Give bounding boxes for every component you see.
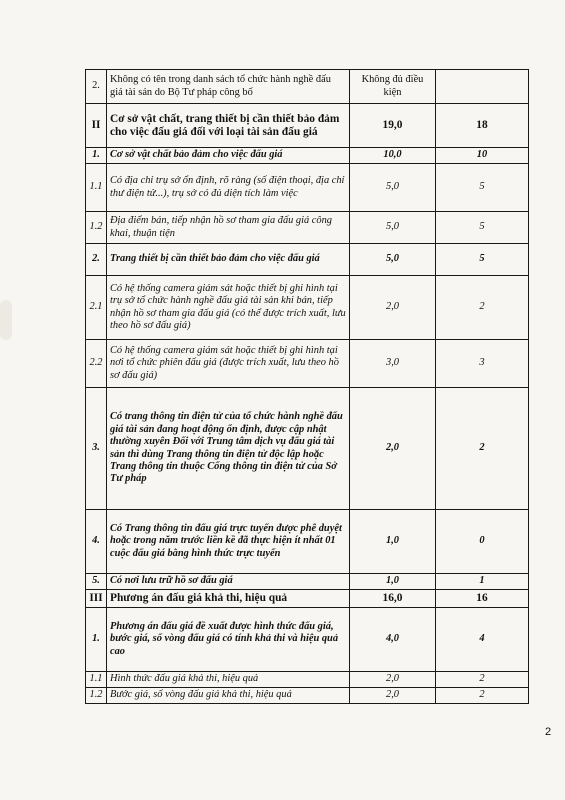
table-row	[86, 164, 529, 212]
row-max-score: 4,0	[350, 608, 436, 672]
row-score: 16	[436, 590, 529, 608]
row-number: 1.	[86, 608, 107, 672]
table-row	[86, 104, 529, 148]
row-max-score: 19,0	[350, 104, 436, 148]
scan-shadow	[0, 300, 12, 340]
row-criterion: Cơ sở vật chất bảo đảm cho việc đấu giá	[107, 148, 350, 164]
row-number: 2.1	[86, 276, 107, 340]
row-criterion: Cơ sở vật chất, trang thiết bị cần thiết bảo đảm cho việc đấu giá đối với loại tài sản đấu giá	[107, 104, 350, 148]
row-score: 10	[436, 148, 529, 164]
row-number: 1.1	[86, 672, 107, 688]
row-criterion: Địa điểm bán, tiếp nhận hồ sơ tham gia đấu giá công khai, thuận tiện	[107, 212, 350, 244]
row-score: 4	[436, 608, 529, 672]
row-number: 3.	[86, 388, 107, 510]
row-criterion: Có Trang thông tin đấu giá trực tuyến được phê duyệt hoặc trong năm trước liền kề đã thực hiện ít nhất 01 cuộc đấu giá bằng hình thức trực tuyến	[107, 510, 350, 574]
row-max-score: 2,0	[350, 388, 436, 510]
row-max-score: 10,0	[350, 148, 436, 164]
row-number: 2.2	[86, 340, 107, 388]
row-score: 18	[436, 104, 529, 148]
row-number: II	[86, 104, 107, 148]
row-criterion: Có trang thông tin điện tử của tổ chức hành nghề đấu giá tài sản đang hoạt động ổn định, được cập nhật thường xuyên Đối với Trung tâm dịch vụ đấu giá tài sản thì dùng Trang thông tin điện tử độc lập hoặc Trang thông tin thuộc Cổng thông tin điện tử của Sở Tư pháp	[107, 388, 350, 510]
row-number: 1.2	[86, 688, 107, 704]
row-criterion: Trang thiết bị cần thiết bảo đảm cho việc đấu giá	[107, 244, 350, 276]
row-criterion: Phương án đấu giá đề xuất được hình thức đấu giá, bước giá, số vòng đấu giá có tính khả thi và hiệu quả cao	[107, 608, 350, 672]
table-row	[86, 70, 529, 104]
row-score: 2	[436, 276, 529, 340]
row-score: 2	[436, 672, 529, 688]
row-score: 3	[436, 340, 529, 388]
evaluation-table	[85, 69, 529, 704]
row-number: 1.	[86, 148, 107, 164]
table-row	[86, 212, 529, 244]
row-max-score: 5,0	[350, 244, 436, 276]
row-number: 1.2	[86, 212, 107, 244]
row-criterion: Phương án đấu giá khả thi, hiệu quả	[107, 590, 350, 608]
table-row	[86, 148, 529, 164]
row-max-score: 1,0	[350, 574, 436, 590]
row-number: 2.	[86, 244, 107, 276]
row-score: 5	[436, 244, 529, 276]
row-score	[436, 70, 529, 104]
table-row	[86, 590, 529, 608]
row-score: 1	[436, 574, 529, 590]
row-max-score: 2,0	[350, 672, 436, 688]
table-row	[86, 244, 529, 276]
table-row	[86, 688, 529, 704]
row-criterion: Có nơi lưu trữ hồ sơ đấu giá	[107, 574, 350, 590]
table-row	[86, 388, 529, 510]
row-max-score: 5,0	[350, 164, 436, 212]
row-max-score: 5,0	[350, 212, 436, 244]
row-max-score: 2,0	[350, 688, 436, 704]
row-max-score: 3,0	[350, 340, 436, 388]
row-criterion: Bước giá, số vòng đấu giá khả thi, hiệu quả	[107, 688, 350, 704]
row-criterion: Có hệ thống camera giám sát hoặc thiết bị ghi hình tại trụ sở tổ chức hành nghề đấu giá tài sản khi bán, tiếp nhận hồ sơ tham gia đấu giá (có thể được trích xuất, lưu theo hồ sơ đấu giá)	[107, 276, 350, 340]
table-row	[86, 574, 529, 590]
row-criterion: Có hệ thống camera giám sát hoặc thiết bị ghi hình tại nơi tổ chức phiên đấu giá (được trích xuất, lưu theo hồ sơ đấu giá)	[107, 340, 350, 388]
row-criterion: Có địa chỉ trụ sở ổn định, rõ ràng (số điện thoại, địa chỉ thư điện tử...), trụ sở có đủ diện tích làm việc	[107, 164, 350, 212]
row-max-score: 16,0	[350, 590, 436, 608]
row-number: 5.	[86, 574, 107, 590]
row-max-score: 1,0	[350, 510, 436, 574]
row-criterion: Không có tên trong danh sách tổ chức hành nghề đấu giá tài sản do Bộ Tư pháp công bố	[107, 70, 350, 104]
table-row	[86, 276, 529, 340]
row-score: 2	[436, 388, 529, 510]
row-score: 2	[436, 688, 529, 704]
row-max-score: Không đủ điều kiện	[350, 70, 436, 104]
row-score: 0	[436, 510, 529, 574]
row-number: 4.	[86, 510, 107, 574]
row-score: 5	[436, 212, 529, 244]
row-max-score: 2,0	[350, 276, 436, 340]
row-number: 1.1	[86, 164, 107, 212]
row-number: III	[86, 590, 107, 608]
table-row	[86, 672, 529, 688]
row-criterion: Hình thức đấu giá khả thi, hiệu quả	[107, 672, 350, 688]
row-score: 5	[436, 164, 529, 212]
row-number: 2.	[86, 70, 107, 104]
table-row	[86, 608, 529, 672]
page-number: 2	[545, 726, 552, 738]
table-row	[86, 340, 529, 388]
table-row	[86, 510, 529, 574]
